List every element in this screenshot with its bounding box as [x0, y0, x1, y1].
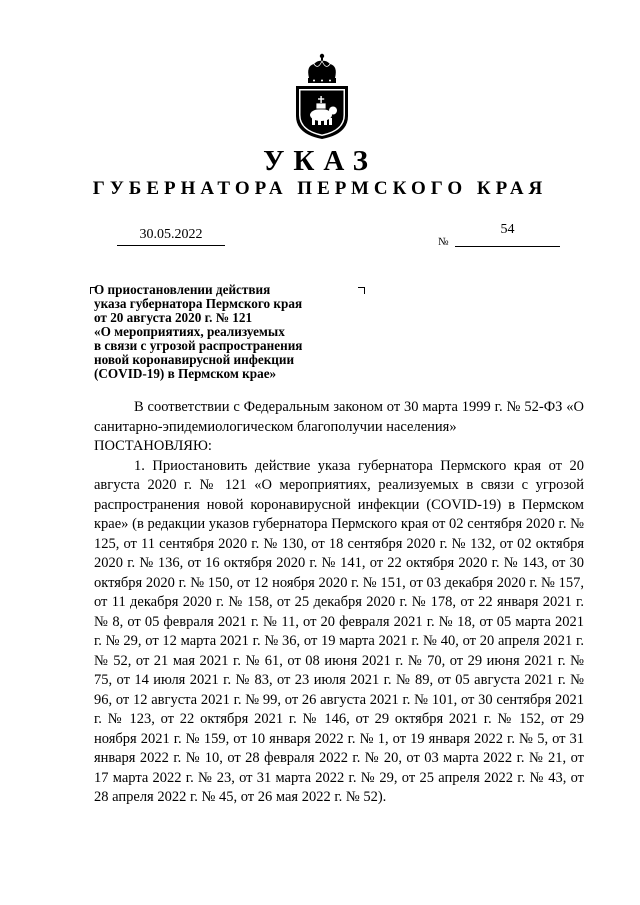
decree-number: 54 — [500, 222, 515, 237]
subject-line: новой коронавирусной инфекции — [94, 352, 295, 367]
document-subtitle: ГУБЕРНАТОРА ПЕРМСКОГО КРАЯ — [92, 178, 548, 199]
decree-body — [94, 398, 584, 808]
subject-line: О приостановлении действия — [94, 282, 271, 297]
number-sign: № — [438, 236, 449, 248]
crown-icon — [308, 54, 336, 83]
decree-number-field — [438, 222, 560, 248]
document-title: УКАЗ — [263, 145, 377, 177]
decree-date: 30.05.2022 — [117, 227, 225, 246]
subject-line: от 20 августа 2020 г. № 121 — [94, 310, 253, 325]
subject-line: в связи с угрозой распространения — [94, 338, 303, 353]
subject-line: «О мероприятиях, реализуемых — [94, 324, 285, 339]
perm-krai-coat-of-arms-icon — [292, 52, 352, 140]
decree-subject — [94, 283, 364, 381]
decree-word: ПОСТАНОВЛЯЮ: — [94, 438, 212, 454]
subject-line: указа губернатора Пермского края — [94, 296, 303, 311]
number-underline — [455, 246, 560, 247]
paragraph-1: 1. Приостановить действие указа губернатора Пермского края от 20 августа 2020 г. № 121 «О мероприятиях, реализуемых в связи с угрозой распространения новой коронавирусной инфекции (COVID-19) в Пермском крае» (в редакции указов губернатора Пермского края от 02 сентября 2020 г. № 125, от 11 сентября 2020 г. № 130, от 18 сентября 2020 г. № 132, от 02 октября 2020 г. № 136, от 16 октября 2020 г. № 141, от 22 октября 2020 г. № 143, от 30 октября 2020 г. № 150, от 12 ноября 2020 г. № 151, от 03 декабря 2020 г. № 157, от 11 декабря 2020 г. № 158, от 25 декабря 2020 г. № 178, от 22 января 2021 г. № 8, от 05 февраля 2021 г. № 11, от 20 февраля 2021 г. № 18, от 05 марта 2021 г. № 29, от 12 марта 2021 г. № 36, от 19 марта 2021 г. № 40, от 20 апреля 2021 г. № 52, от 21 мая 2021 г. № 61, от 08 июня 2021 г. № 70, от 29 июня 2021 г. № 75, от 14 июля 2021 г. № 83, от 23 июля 2021 г. № 89, от 05 августа 2021 г. № 96, от 12 августа 2021 г. № 99, от 26 августа 2021 г. № 101, от 30 сентября 2021 г. № 123, от 22 октября 2021 г. № 146, от 29 октября 2021 г. № 152, от 29 ноября 2021 г. № 159, от 10 января 2022 г. № 1, от 19 января 2022 г. № 5, от 31 января 2022 г. № 10, от 28 февраля 2022 г. № 20, от 03 марта 2022 г. № 21, от 17 марта 2022 г. № 23, от 31 марта 2022 г. № 29, от 25 апреля 2022 г. № 43, от 28 апреля 2022 г. № 45, от 26 мая 2022 г. № 52). — [94, 457, 584, 805]
subject-line: (COVID-19) в Пермском крае» — [94, 366, 277, 381]
preamble-paragraph: В соответствии с Федеральным законом от 30 марта 1999 г. № 52-ФЗ «О санитарно-эпидемиологическом благополучии населения» — [94, 399, 584, 435]
